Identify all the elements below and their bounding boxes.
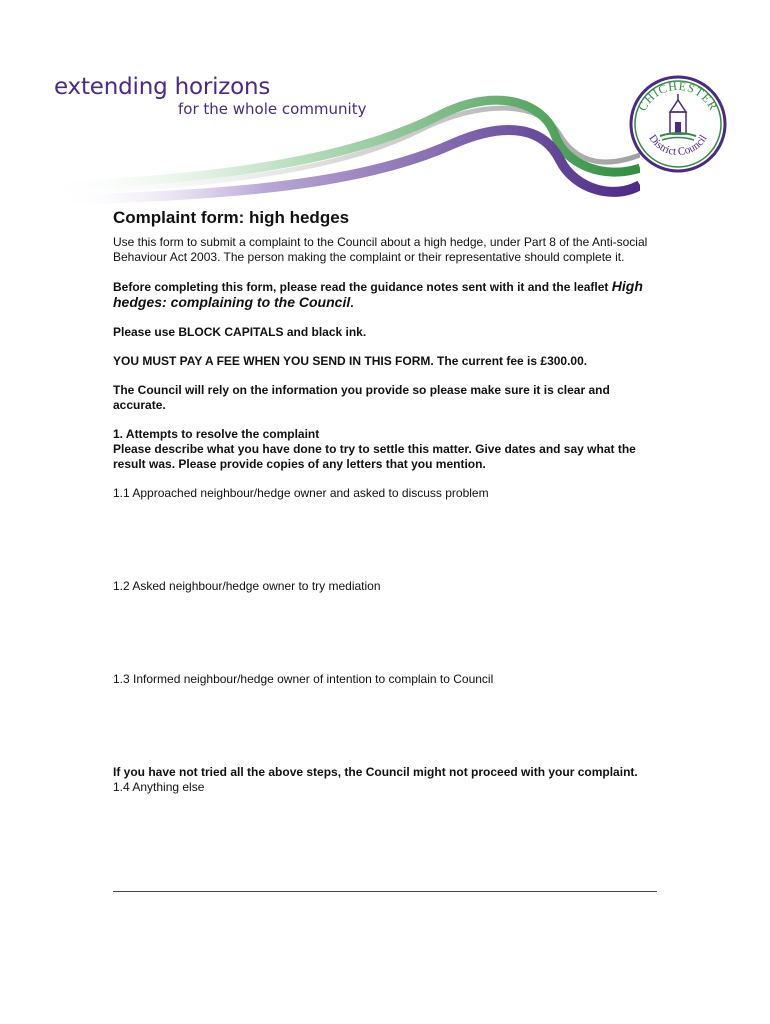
fee-notice: YOU MUST PAY A FEE WHEN YOU SEND IN THIS FORM. The current fee is £300.00. [113,354,588,368]
guidance-suffix: . [350,296,354,310]
section1-instructions: Please describe what you have done to try to settle this matter. Give dates and say what the result was. Please provide copies of any letters that you mention. [113,442,636,471]
accuracy-notice: The Council will rely on the information you provide so please make sure it is clear and accurate. [113,383,610,412]
form-content [113,208,653,865]
guidance-prefix: Before completing this form, please read the guidance notes sent with it and the leaflet [113,280,609,294]
bottom-divider-line [113,891,657,892]
question-1-4-answer-area[interactable] [113,795,653,865]
logo-tagline: for the whole community [178,100,367,118]
question-1-2-label: 1.2 Asked neighbour/hedge owner to try mediation [113,579,381,593]
logo-title: extending horizons [54,74,271,100]
guidance-leaflet-title: High hedges: complaining to the Council [113,278,643,310]
section1-heading: 1. Attempts to resolve the complaint [113,427,320,441]
council-seal-logo [628,74,728,174]
question-1-1-label: 1.1 Approached neighbour/hedge owner and asked to discuss problem [113,486,489,500]
svg-text:District Council: District Council [646,132,710,159]
question-1-4-label: 1.4 Anything else [113,780,205,794]
guidance-notice [113,279,653,311]
question-1-2-answer-area[interactable] [113,594,653,672]
block-capitals-notice: Please use BLOCK CAPITALS and black ink. [113,325,367,339]
question-1-1-answer-area[interactable] [113,501,653,579]
question-1-3-label: 1.3 Informed neighbour/hedge owner of intention to complain to Council [113,672,494,686]
steps-warning: If you have not tried all the above steps, the Council might not proceed with your complaint. [113,765,638,779]
svg-text:CHICHESTER: CHICHESTER [635,78,721,114]
header-swoosh-graphic [0,60,640,210]
form-title: Complaint form: high hedges [113,208,350,227]
question-1-3-answer-area[interactable] [113,687,653,765]
intro-text: Use this form to submit a complaint to the Council about a high hedge, under Part 8 of the Anti-social Behaviour Act 2003. The person making the complaint or their representative should complete it. [113,235,648,264]
